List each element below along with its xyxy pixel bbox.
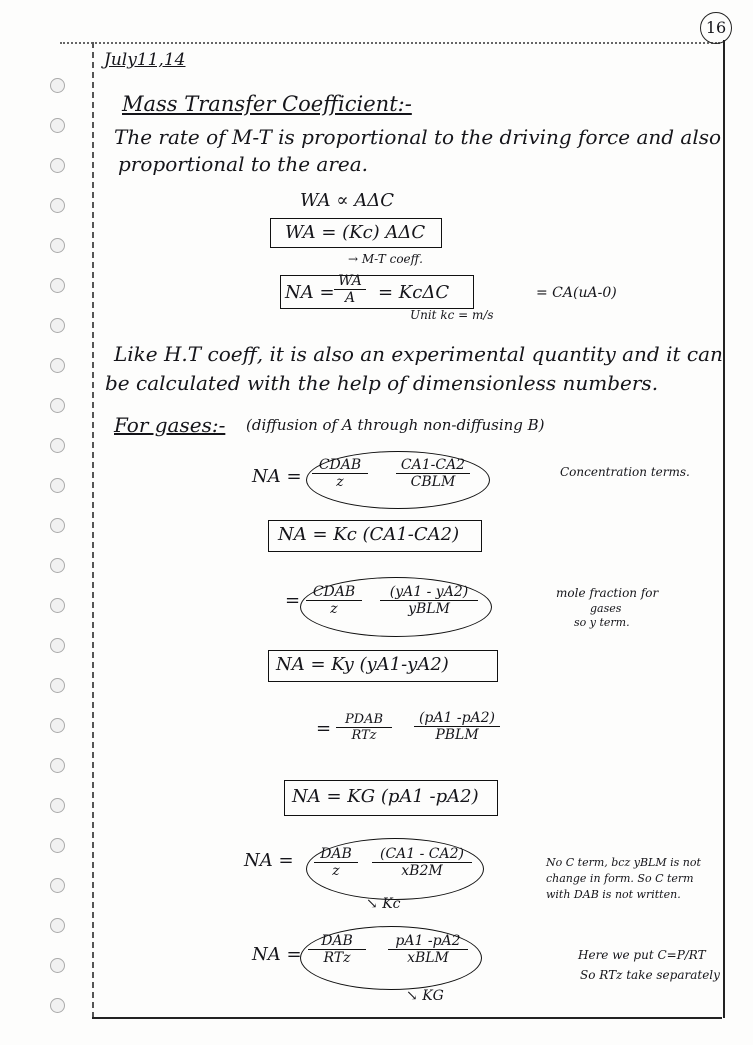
g7-note-3: with DAB is not written. — [546, 888, 681, 901]
frac-numerator: WA — [334, 273, 366, 290]
g5-frac-1 — [336, 712, 392, 743]
g7-note-1: No C term, bcz yBLM is not — [546, 856, 701, 869]
equation-na-lhs: NA = — [285, 282, 335, 303]
mt-coeff-annotation: → M-T coeff. — [348, 252, 423, 266]
g8-note-1: Here we put C=P/RT — [578, 948, 706, 962]
g8-frac-1 — [308, 933, 366, 966]
unit-note: Unit kc = m/s — [410, 308, 494, 322]
frac-denominator: A — [344, 290, 356, 306]
g3-lhs: = — [285, 590, 301, 611]
gases-label: For gases:- — [114, 413, 226, 437]
margin-line — [92, 42, 95, 1018]
wa-over-a — [334, 273, 366, 306]
intro-line-2: proportional to the area. — [118, 152, 368, 176]
para2-line-2: be calculated with the help of dimensionless numbers. — [105, 371, 659, 395]
g5-frac-2 — [414, 710, 500, 743]
g2-equation: NA = Kc (CA1-CA2) — [278, 524, 460, 545]
g8-lhs: NA = — [252, 944, 302, 965]
g4-equation: NA = Ky (yA1-yA2) — [276, 654, 449, 675]
equation-wa: WA = (Kc) AΔC — [285, 222, 426, 243]
g5-lhs: = — [316, 718, 332, 739]
binding-holes — [0, 40, 92, 1030]
g8-arrow: ↘ KG — [406, 988, 444, 1004]
frac-denominator: z — [336, 474, 344, 490]
frac-numerator: DAB — [308, 933, 366, 950]
g3-note-2: gases — [590, 602, 622, 615]
frac-denominator: yBLM — [408, 601, 450, 617]
frac-numerator: CA1-CA2 — [396, 457, 470, 474]
equation-na-rhs: = KcΔC — [378, 282, 450, 303]
g3-frac-1 — [306, 584, 362, 617]
para2-line-1: Like H.T coeff, it is also an experimental quantity and it can — [114, 342, 723, 366]
page-title: Mass Transfer Coefficient:- — [122, 92, 412, 116]
g1-frac-2 — [396, 457, 470, 490]
frac-numerator: CDAB — [312, 457, 368, 474]
gases-description: (diffusion of A through non-diffusing B) — [246, 416, 545, 434]
g3-note-3: so y term. — [574, 616, 630, 629]
frac-denominator: z — [332, 863, 340, 879]
date: July11,14 — [104, 50, 186, 70]
frac-numerator: (CA1 - CA2) — [372, 846, 472, 863]
flux-side-note: = CA(uA-0) — [536, 285, 617, 301]
frac-denominator: CBLM — [410, 474, 456, 490]
frac-numerator: (pA1 -pA2) — [414, 710, 500, 727]
g3-note-1: mole fraction for — [556, 586, 659, 600]
frac-denominator: xB2M — [401, 863, 443, 879]
frac-numerator: CDAB — [306, 584, 362, 601]
frac-denominator: PBLM — [435, 727, 479, 743]
intro-line-1: The rate of M-T is proportional to the driving force and also — [114, 125, 722, 149]
g1-frac-1 — [312, 457, 368, 490]
right-border — [723, 40, 725, 1018]
g3-frac-2 — [380, 584, 478, 617]
frac-numerator: PDAB — [336, 712, 392, 728]
g1-note: Concentration terms. — [560, 465, 690, 479]
equation-proportionality: WA ∝ AΔC — [300, 190, 394, 211]
g7-frac-1 — [314, 846, 358, 879]
frac-numerator: pA1 -pA2 — [388, 933, 468, 950]
top-border — [60, 42, 720, 44]
g7-arrow: ↘ Kc — [366, 896, 401, 912]
frac-denominator: RTz — [323, 950, 351, 966]
g6-equation: NA = KG (pA1 -pA2) — [292, 786, 479, 807]
g8-frac-2 — [388, 933, 468, 966]
frac-numerator: (yA1 - yA2) — [380, 584, 478, 601]
g1-lhs: NA = — [252, 466, 302, 487]
g7-frac-2 — [372, 846, 472, 879]
g7-note-2: change in form. So C term — [546, 872, 694, 885]
frac-denominator: xBLM — [407, 950, 449, 966]
frac-denominator: RTz — [351, 728, 377, 743]
page-number: 16 — [700, 12, 732, 44]
frac-numerator: DAB — [314, 846, 358, 863]
g7-lhs: NA = — [244, 850, 294, 871]
g8-note-2: So RTz take separately — [580, 968, 720, 982]
frac-denominator: z — [330, 601, 338, 617]
bottom-border — [92, 1017, 722, 1019]
